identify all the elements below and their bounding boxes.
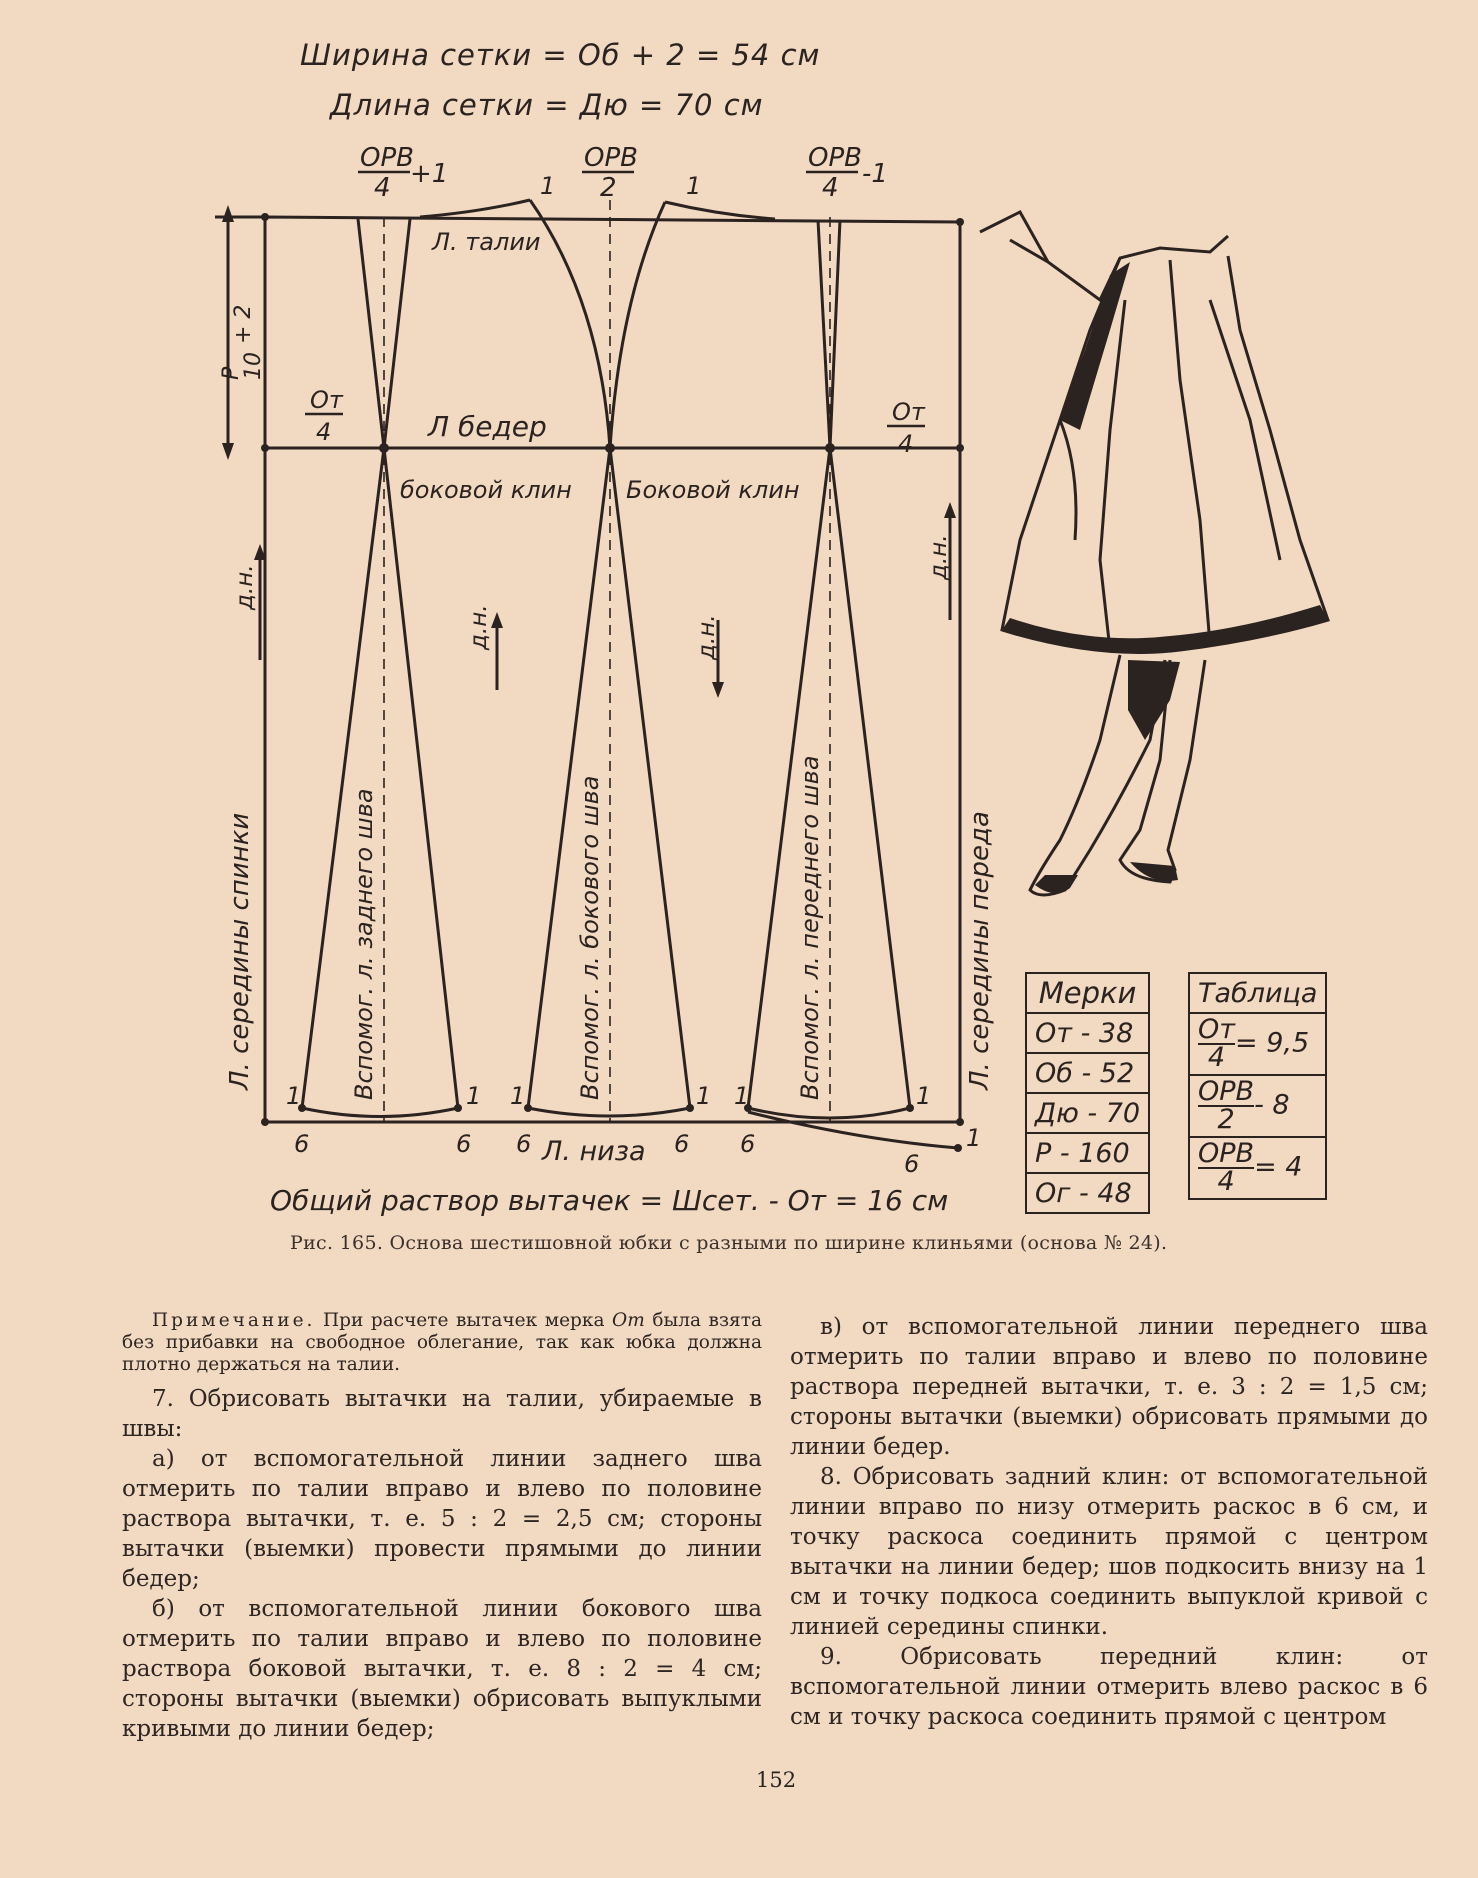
paragraph-v: в) от вспомогательной линии переднего шва отмерить по талии вправо и влево по половине раствора передней вытачки, т. е. 3 : 2 = 1,5 см; стороны вытачки (выемки) обрисовать прямыми до линии бедер.	[790, 1314, 1428, 1460]
waist-line-label: Л. талии	[432, 228, 541, 256]
point-label: 1	[916, 1082, 932, 1110]
front-center-label: Л. середины переда	[965, 811, 995, 1090]
aux-front-label: Вспомог. л. переднего шва	[796, 755, 824, 1100]
calc-row-den: 4	[1217, 1166, 1235, 1197]
skirt-figure-illustration	[980, 212, 1328, 895]
back-center-label: Л. середины спинки	[225, 812, 255, 1090]
fraction-back-suffix: +1	[410, 159, 449, 189]
point-label: 1	[510, 1082, 526, 1110]
ot4-left-num: От	[310, 386, 343, 414]
measure-row: Ог - 48	[1026, 1173, 1149, 1213]
figure-caption: Рис. 165. Основа шестишовной юбки с разными по ширине клиньями (основа № 24).	[290, 1232, 1168, 1254]
point-label: 1	[686, 172, 702, 200]
back-dart-right	[384, 219, 458, 1108]
calc-row-value: = 4	[1254, 1151, 1303, 1183]
calc-row-den: 2	[1217, 1104, 1235, 1135]
hem-line-label: Л. низа	[542, 1136, 646, 1167]
grain-label: д.н.	[694, 614, 720, 660]
measures-table	[1025, 972, 1150, 1214]
paragraph-b: б) от вспомогательной линии бокового шва отмерить по талии вправо и влево по половине раствора боковой вытачки, т. е. 8 : 2 = 4 см; стороны вытачки (выемки) обрисовать выпуклыми кривыми до линии бедер;	[122, 1596, 762, 1742]
measures-title: Мерки	[1026, 973, 1149, 1013]
point-label: 6	[456, 1130, 472, 1158]
calc-row-value: = 9,5	[1234, 1027, 1310, 1059]
side-dart-right	[610, 202, 690, 1108]
fraction-front-num: ОРВ	[808, 143, 862, 173]
note-measure: От	[612, 1310, 645, 1331]
grid-width-formula: Ширина сетки = Об + 2 = 54 см	[300, 38, 821, 72]
calc-row-num: ОРВ	[1198, 1076, 1255, 1107]
waist-curve-right	[665, 202, 775, 219]
ot4-left-den: 4	[316, 418, 332, 446]
point-label: 6	[674, 1130, 690, 1158]
right-column	[790, 1312, 1428, 1732]
measure-row: Об - 52	[1026, 1053, 1149, 1093]
hem-side	[528, 1108, 690, 1116]
calc-row-den: 4	[1207, 1042, 1226, 1073]
ot4-right-num: От	[892, 398, 925, 426]
side-gore-label-2: Боковой клин	[626, 476, 800, 504]
hip-line-label: Л бедер	[428, 410, 547, 443]
measure-row: Р - 160	[1026, 1133, 1149, 1173]
paragraph-7: 7. Обрисовать вытачки на талии, убираемые в швы:	[122, 1386, 762, 1442]
calc-table-title: Таблица	[1189, 973, 1326, 1013]
hip-depth-den: 10	[241, 352, 266, 380]
calc-row-num: ОРВ	[1198, 1138, 1255, 1169]
calc-row-num: От	[1198, 1014, 1235, 1045]
fraction-side-den: 2	[600, 173, 617, 203]
hip-depth-num: Р	[219, 366, 244, 380]
calc-row-value: - 8	[1254, 1089, 1290, 1121]
hem-back	[302, 1108, 458, 1117]
waist-curve-left	[420, 200, 530, 217]
note-text-a: При расчете вытачек мерка	[322, 1310, 605, 1331]
point-label: 6	[294, 1130, 310, 1158]
page-number: 152	[756, 1768, 797, 1792]
fraction-side-num: ОРВ	[584, 143, 638, 173]
measure-row: Дю - 70	[1026, 1093, 1149, 1133]
aux-back-label: Вспомог. л. заднего шва	[350, 788, 378, 1100]
paragraph-8: 8. Обрисовать задний клин: от вспомогательной линии вправо по низу отмерить раскос в 6 см, и точку раскоса соединить прямой с центром вытачки на линии бедер; шов подкосить внизу на 1 см и точку подкоса соединить выпуклой кривой с линией середины спинки.	[790, 1464, 1428, 1640]
front-dart-right	[830, 220, 910, 1108]
paragraph-a: а) от вспомогательной линии заднего шва отмерить по талии вправо и влево по половине раствора вытачки, т. е. 5 : 2 = 2,5 см; стороны вытачки (выемки) провести прямыми до линии бедер;	[122, 1446, 762, 1592]
point-label: 1	[966, 1124, 982, 1152]
side-gore-label-1: боковой клин	[400, 476, 572, 504]
grid-length-formula: Длина сетки = Дю = 70 см	[330, 88, 764, 122]
calculation-table	[1188, 972, 1327, 1200]
aux-side-label: Вспомог. л. бокового шва	[576, 775, 604, 1100]
note-paragraph	[122, 1310, 762, 1376]
hip-depth-suffix: + 2	[231, 304, 256, 344]
fraction-front-den: 4	[822, 173, 839, 203]
grain-label: д.н.	[926, 534, 952, 580]
paragraph-9: 9. Обрисовать передний клин: от вспомогательной линии отмерить влево раскос в 6 см и точку раскоса соединить прямой с центром	[790, 1644, 1428, 1730]
left-column	[122, 1310, 762, 1744]
point-label: 6	[904, 1150, 920, 1178]
point-label: 1	[286, 1082, 302, 1110]
skirt-figure-fills	[1002, 262, 1328, 893]
fraction-back-den: 4	[374, 173, 391, 203]
point-label: 1	[540, 172, 556, 200]
measure-row: От - 38	[1026, 1013, 1149, 1053]
point-label: 1	[466, 1082, 482, 1110]
grain-label: д.н.	[466, 604, 492, 650]
point-label: 1	[696, 1082, 712, 1110]
note-text-b: была взята без прибавки на свободное облегание, так как юбка должна плотно держаться на талии.	[122, 1310, 762, 1375]
fraction-back-num: ОРВ	[360, 143, 414, 173]
grain-label: д.н.	[232, 564, 258, 610]
fraction-front-suffix: -1	[862, 159, 888, 189]
note-label: Примечание.	[152, 1310, 316, 1331]
ot4-right-den: 4	[898, 430, 914, 458]
total-darts-formula: Общий раствор вытачек = Шсет. - От = 16 см	[270, 1184, 949, 1217]
point-label: 1	[734, 1082, 750, 1110]
point-label: 6	[516, 1130, 532, 1158]
point-label: 6	[740, 1130, 756, 1158]
